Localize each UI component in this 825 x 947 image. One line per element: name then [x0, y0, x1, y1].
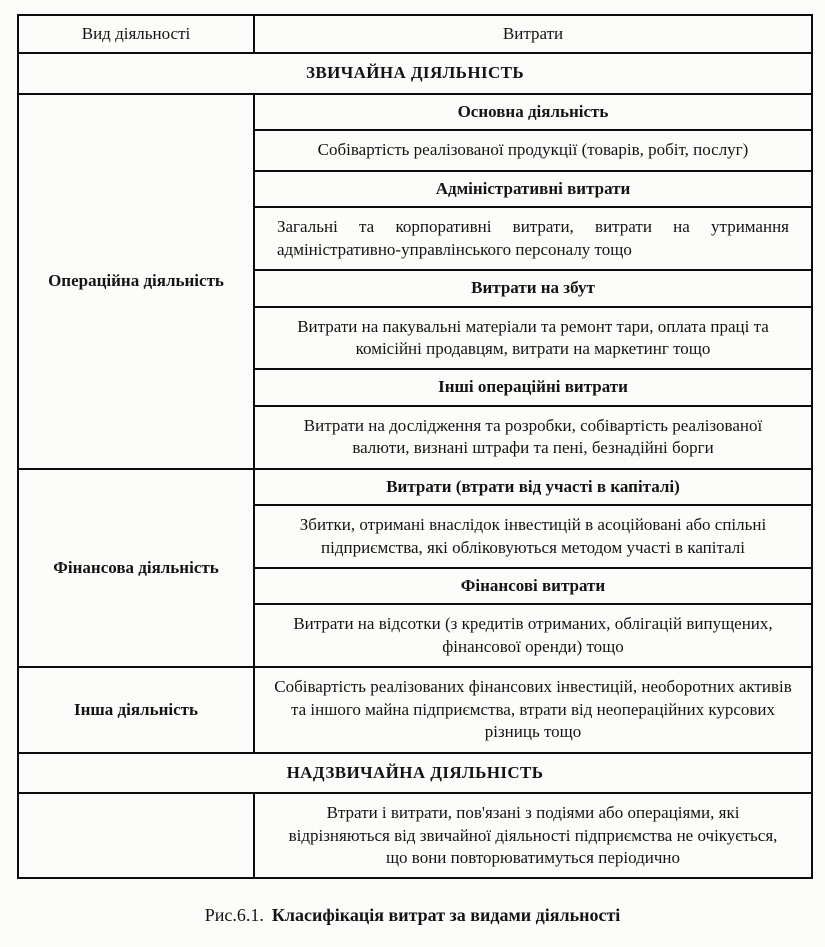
section-title-ordinary: ЗВИЧАЙНА ДІЯЛЬНІСТЬ: [18, 53, 812, 93]
section-row-ordinary: [18, 53, 812, 93]
group-cell-empty: [18, 793, 254, 878]
figure-caption: [0, 905, 825, 926]
body-extraordinary: Втрати і витрати, пов'язані з подіями або операціями, які відрізняються від звичайної діяльності підприємства не очікується, що вони повторюватимуться періодично: [254, 793, 812, 878]
body-cost-of-sales: Собівартість реалізованої продукції (товарів, робіт, послуг): [254, 130, 812, 170]
body-other-activity: Собівартість реалізованих фінансових інвестицій, необоротних активів та іншого майна підприємства, втрати від неопераційних курсових різниць тощо: [254, 667, 812, 752]
header-expenses-cell: Витрати: [254, 15, 812, 53]
table-header-row: [18, 15, 812, 53]
subhead-administrative: Адміністративні витрати: [254, 171, 812, 207]
subhead-selling: Витрати на збут: [254, 270, 812, 306]
table-row: [18, 793, 812, 878]
table-row: [18, 667, 812, 752]
subhead-main-activity: Основна діяльність: [254, 94, 812, 130]
section-row-extraordinary: [18, 753, 812, 793]
body-administrative: Загальні та корпоративні витрати, витрати на утримання адміністративно-управлінського персоналу тощо: [254, 207, 812, 270]
body-other-operational: Витрати на дослідження та розробки, собівартість реалізованої валюти, визнані штрафи та пені, безнадійні борги: [254, 406, 812, 469]
table-row: [18, 94, 812, 130]
figure-number: Рис.6.1.: [204, 905, 264, 925]
table-row: [18, 469, 812, 505]
group-cell-other: Інша діяльність: [18, 667, 254, 752]
group-cell-financial: Фінансова діяльність: [18, 469, 254, 668]
expenses-classification-table: [17, 14, 813, 879]
subhead-other-operational: Інші операційні витрати: [254, 369, 812, 405]
group-cell-operational: Операційна діяльність: [18, 94, 254, 469]
subhead-equity-losses: Витрати (втрати від участі в капіталі): [254, 469, 812, 505]
body-selling: Витрати на пакувальні матеріали та ремонт тари, оплата праці та комісійні продавцям, витрати на маркетинг тощо: [254, 307, 812, 370]
body-financial-expenses: Витрати на відсотки (з кредитів отриманих, облігацій випущених, фінансової оренди) тощо: [254, 604, 812, 667]
figure-title: Класифікація витрат за видами діяльності: [271, 905, 621, 925]
header-activity-cell: Вид діяльності: [18, 15, 254, 53]
subhead-financial-expenses: Фінансові витрати: [254, 568, 812, 604]
body-equity-losses: Збитки, отримані внаслідок інвестицій в асоційовані або спільні підприємства, які обліковуються методом участі в капіталі: [254, 505, 812, 568]
section-title-extraordinary: НАДЗВИЧАЙНА ДІЯЛЬНІСТЬ: [18, 753, 812, 793]
